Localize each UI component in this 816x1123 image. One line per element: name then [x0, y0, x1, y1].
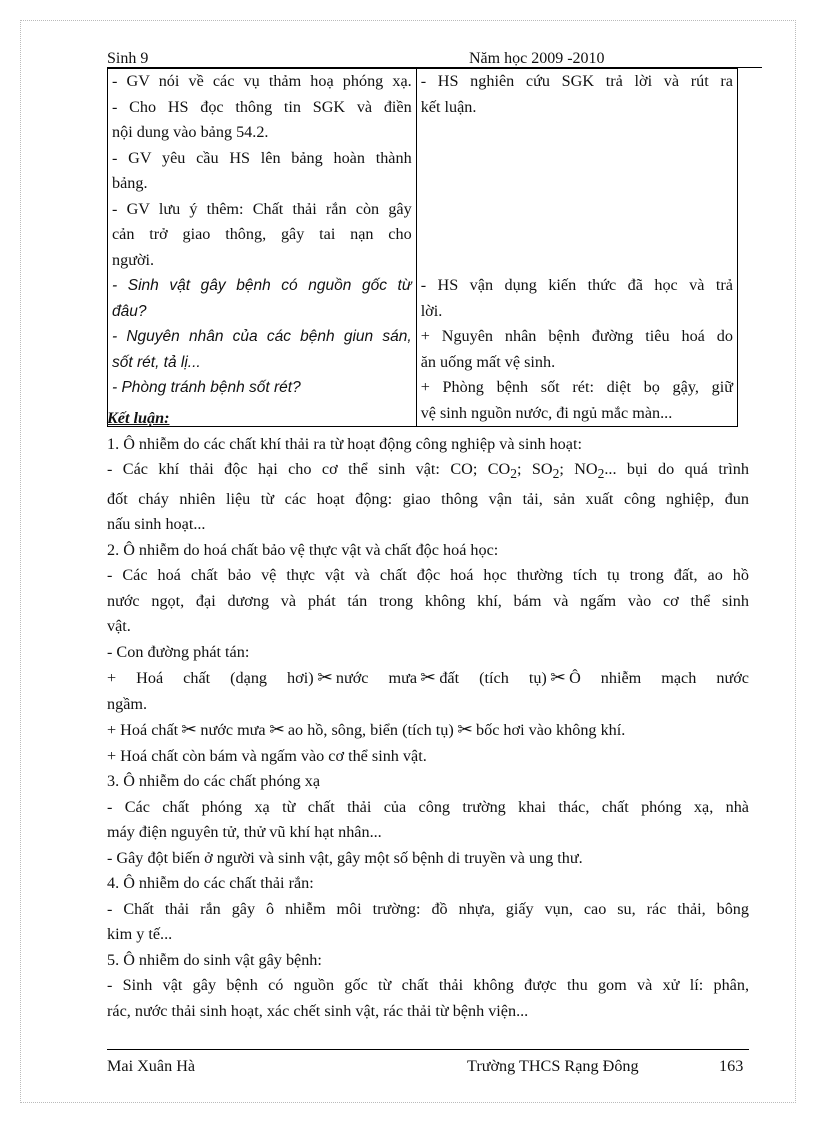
- list-item: - Cho HS đọc thông tin SGK và điền: [112, 97, 412, 116]
- list-item: - HS vận dụng kiến thức đã học và trả: [420, 276, 733, 294]
- list-item: lời.: [420, 301, 443, 320]
- list-item: - Phòng tránh bệnh sốt rét?: [112, 379, 301, 396]
- paragraph-line: - Các chất phóng xạ từ chất thải của công trường khai thác, chất phóng xạ, nhà: [107, 797, 749, 816]
- list-item: người.: [112, 250, 155, 269]
- section-heading: 2. Ô nhiễm do hoá chất bảo vệ thực vật và chất độc hoá học:: [107, 540, 499, 559]
- section-heading: 4. Ô nhiễm do các chất thải rắn:: [107, 874, 314, 893]
- header-subject: Sinh 9: [107, 50, 149, 67]
- list-item: cản trở giao thông, gây tai nạn cho: [112, 225, 412, 243]
- paragraph-line: - Các khí thải độc hại cho cơ thể sinh vật: CO; $CO_2$; $SO_2$; $NO_2$... bụi do quá trình: [107, 460, 749, 482]
- page-number: 163: [719, 1057, 744, 1075]
- list-item: + Phòng bệnh sốt rét: diệt bọ gậy, giữ: [420, 378, 733, 396]
- list-item: nội dung vào bảng 54.2.: [112, 123, 269, 141]
- section-heading: 1. Ô nhiễm do các chất khí thải ra từ hoạt động công nghiệp và sinh hoạt:: [107, 434, 582, 453]
- list-item: kết luận.: [420, 97, 477, 116]
- paragraph-line: nấu sinh hoạt...: [107, 515, 206, 534]
- scissors-arrow-icon: ✂: [181, 720, 198, 740]
- footer-rule: [107, 1049, 749, 1050]
- activity-table: [107, 68, 738, 427]
- scissors-arrow-icon: ✂: [268, 720, 285, 740]
- scissors-arrow-icon: ✂: [316, 668, 333, 688]
- list-item: + Nguyên nhân bệnh đường tiêu hoá do: [420, 327, 733, 345]
- route-line: + Hoá chất còn bám và ngấm vào cơ thể sinh vật.: [107, 746, 427, 765]
- paragraph-line: - Sinh vật gây bệnh có nguồn gốc từ chất thải không được thu gom và xử lí: phân,: [107, 976, 749, 995]
- paragraph-line: máy điện nguyên tử, thử vũ khí hạt nhân...: [107, 823, 382, 842]
- list-item: - GV lưu ý thêm: Chất thải rắn còn gây: [112, 199, 412, 218]
- paragraph-line: - Chất thải rắn gây ô nhiễm môi trường: đồ nhựa, giấy vụn, cao su, rác thải, bông: [107, 899, 749, 918]
- scissors-arrow-icon: ✂: [420, 668, 437, 688]
- student-activity-cell: [416, 69, 737, 427]
- list-item: - Sinh vật gây bệnh có nguồn gốc từ: [112, 277, 412, 294]
- teacher-activity-cell: [108, 69, 417, 427]
- route-line: ngầm.: [107, 694, 148, 713]
- table-row: [108, 69, 738, 427]
- list-item: sốt rét, tả lị...: [112, 353, 201, 371]
- section-heading: 5. Ô nhiễm do sinh vật gây bệnh:: [107, 950, 322, 969]
- route-line: + Hoá chất ✂ nước mưa ✂ ao hồ, sông, biển (tích tụ) ✂ bốc hơi vào không khí.: [107, 717, 749, 744]
- footer-school: Trường THCS Rạng Đông: [467, 1057, 639, 1075]
- page-header: [107, 50, 762, 68]
- list-item: bảng.: [112, 174, 148, 192]
- paragraph-line: - Các hoá chất bảo vệ thực vật và chất độc hoá học thường tích tụ trong đất, ao hồ: [107, 566, 749, 585]
- list-item: - Nguyên nhân của các bệnh giun sán,: [112, 328, 412, 345]
- scissors-arrow-icon: ✂: [457, 720, 473, 740]
- scissors-arrow-icon: ✂: [550, 668, 566, 688]
- list-item: đâu?: [112, 302, 147, 320]
- list-item: - HS nghiên cứu SGK trả lời và rút ra: [420, 72, 733, 90]
- list-item: - GV nói về các vụ thảm hoạ phóng xạ.: [112, 72, 412, 90]
- section-heading: 3. Ô nhiễm do các chất phóng xạ: [107, 772, 321, 791]
- paragraph-line: đốt cháy nhiên liệu từ các hoạt động: giao thông vận tải, sản xuất công nghiệp, đun: [107, 489, 749, 508]
- list-item: vệ sinh nguồn nước, đi ngủ mắc màn...: [420, 403, 673, 422]
- conclusion-section: [107, 406, 749, 1024]
- footer-author: Mai Xuân Hà: [107, 1057, 196, 1075]
- paragraph-line: rác, nước thải sinh hoạt, xác chết sinh vật, rác thải từ bệnh viện...: [107, 1001, 529, 1020]
- header-year: Năm học 2009 -2010: [469, 50, 605, 67]
- paragraph-line: - Gây đột biến ở người và sinh vật, gây một số bệnh di truyền và ung thư.: [107, 848, 583, 867]
- list-item: - GV yêu cầu HS lên bảng hoàn thành: [112, 148, 412, 167]
- paragraph-line: - Con đường phát tán:: [107, 642, 250, 661]
- paragraph-line: kim y tế...: [107, 925, 173, 944]
- route-line: + Hoá chất (dạng hơi) ✂ nước mưa ✂ đất (tích tụ) ✂ Ô nhiễm mạch nước: [107, 665, 749, 692]
- paragraph-line: nước ngọt, đại dương và phát tán trong không khí, bám và ngấm vào cơ thể sinh: [107, 591, 749, 610]
- list-item: ăn uống mất vệ sinh.: [420, 352, 556, 371]
- paragraph-line: vật.: [107, 617, 131, 636]
- conclusion-title: Kết luận:: [107, 409, 170, 427]
